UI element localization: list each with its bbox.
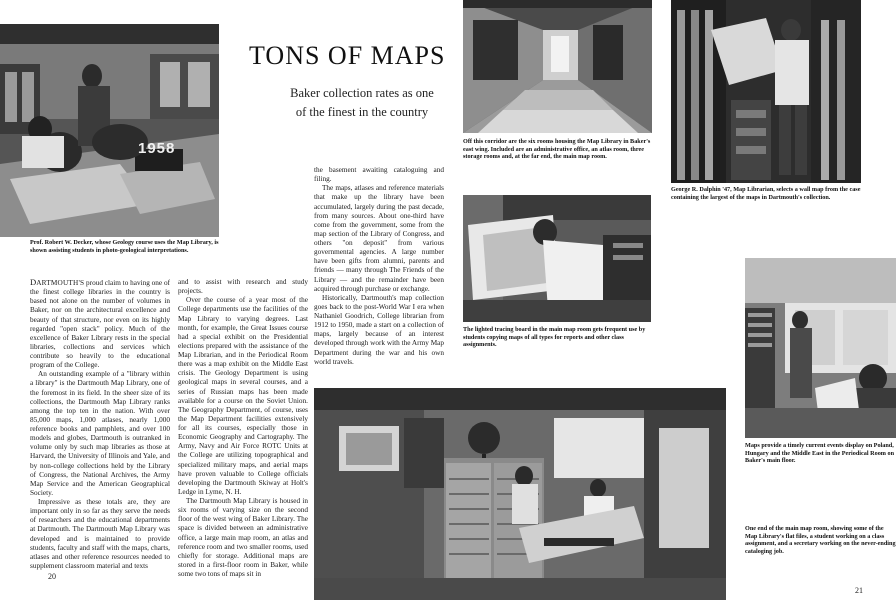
- photo-main-map-room: [314, 388, 726, 600]
- drop-cap: D: [30, 278, 37, 287]
- body-paragraph: The Dartmouth Map Library is housed in six rooms of varying size on the second floor of the west wing of Baker Library. The space is divided between an administrative office, a large main map room, an atlas and reference room and two smaller rooms, used chiefly for storage. Additional maps are stored in a first-floor room in Baker, while some two tons of maps sit in: [178, 497, 308, 578]
- subtitle-line-2: of the finest in the country: [295, 105, 429, 119]
- page-number-right: 21: [855, 586, 863, 595]
- article-subtitle: [262, 84, 462, 122]
- caption-main-map-room: One end of the main map room, showing some of the Map Library's flat files, a student working on a class assignment, and a secretary working on the never-ending cataloging job.: [745, 525, 896, 555]
- article-title: TONS OF MAPS: [249, 41, 446, 70]
- photo-decker-students: [0, 24, 219, 237]
- caption-periodical-room: Maps provide a timely current events display on Poland, Hungary and the Middle East in the Periodical Room on Baker's main floor.: [745, 442, 895, 465]
- page-number-left: 20: [48, 572, 56, 581]
- photo-dalphin: [671, 0, 861, 183]
- caption-tracing-board: The lighted tracing board in the main map room gets frequent use by students copying maps of all types for reports and other class assignments.: [463, 326, 646, 349]
- body-column-2: [178, 278, 308, 578]
- body-paragraph: the basement awaiting cataloguing and filing.: [314, 166, 444, 184]
- paragraph-text: proud claim to having one of the finest college libraries in the country is based not alone on the number of volumes in Baker, nor on the architectural excellence and beauty of that structure, nor even on its highly regarded "open stack" policy. Much of the excellence of Baker Library rests in the special libraries, collections and services which contribute so heavily to the educational program of the College.: [30, 279, 170, 370]
- desk-tag-label: 1958: [138, 140, 176, 157]
- body-paragraph: and to assist with research and study projects.: [178, 278, 308, 296]
- caption-corridor: Off this corridor are the six rooms housing the Map Library in Baker's east wing. Included are an administrative office, an atlas room, three storage rooms and, at the far end, the main map room.: [463, 138, 651, 161]
- body-column-1: [30, 278, 170, 578]
- subtitle-line-1: Baker collection rates as one: [290, 86, 434, 100]
- body-paragraph: Over the course of a year most of the College departments use the facilities of the Map Library to varying degrees. Last month, for example, the Great Issues course had a special exhibit on the Presidential elections prepared with the assistance of the Map Librarian, and in the Periodical Room there was a map exhibit on the Middle East crisis. The Geology Department is using geological maps in several courses, and a series of Russian maps has been made available for a course on the Soviet Union. The Geography Department, of course, uses the Map Department facilities extensively for all its courses, especially those in Economic Geography and Cartography. The Army, Navy and Air Force ROTC Units at the College are utilizing topographical and specialized military maps, and aerial maps have proven valuable to College officials developing the Dartmouth Skiway at Holt's Ledge in Lyme, N. H.: [178, 296, 308, 496]
- body-paragraph: The maps, atlases and reference materials that make up the library have been accumulated, largely during the past decade, from many sources. About one-third have come from the government, some from the map section of the Library of Congress, and others "on deposit" from various governmental agencies. A large number have been gifts from alumni, parents and friends — many through The Friends of the Library — and the remainder have been acquired through purchase or exchange.: [314, 184, 444, 293]
- photo-corridor: [463, 0, 652, 133]
- body-column-3: [314, 166, 444, 376]
- body-paragraph: Historically, Dartmouth's map collection goes back to the post-World War I era when Nathaniel Goodrich, College librarian from 1912 to 1950, made a start on a collection of maps, largely because of an interest developed through work with the Army Map Department during the war and his own world travels.: [314, 293, 444, 366]
- caption-dalphin: George R. Dalphin '47, Map Librarian, selects a wall map from the case containing the largest of the maps in Dartmouth's collection.: [671, 186, 861, 201]
- opening-smallcaps: ARTMOUTH'S: [36, 279, 85, 287]
- body-paragraph: [30, 278, 170, 370]
- photo-periodical-room: [745, 258, 896, 438]
- body-paragraph: An outstanding example of a "library within a library" is the Dartmouth Map Library, one of the foremost in its field. In the sheer size of its collections, the Dartmouth Map Library ranks among the top ten in the nation. With over 85,000 maps, 1,000 atlases, nearly 1,000 reference books and pamphlets, and over 100 models and globes, Dartmouth is outranked in volume only by such map libraries as those at Harvard, the University of Illinois and Yale, and by non-college collections held by the Library of Congress, the National Archives, the Army Map Service and the American Geographical Society.: [30, 370, 170, 497]
- photo-tracing-board: [463, 195, 651, 322]
- body-paragraph: Impressive as these totals are, they are important only in so far as they serve the needs of researchers and the educational departments at Dartmouth. The Dartmouth Map Library was developed and is maintained to provide students, faculty and staff with the maps, charts, atlases and other reference resources needed to supplement classroom material and texts: [30, 498, 170, 570]
- caption-decker: Prof. Robert W. Decker, whose Geology course uses the Map Library, is shown assisting students in photo-geological interpretations.: [30, 239, 219, 254]
